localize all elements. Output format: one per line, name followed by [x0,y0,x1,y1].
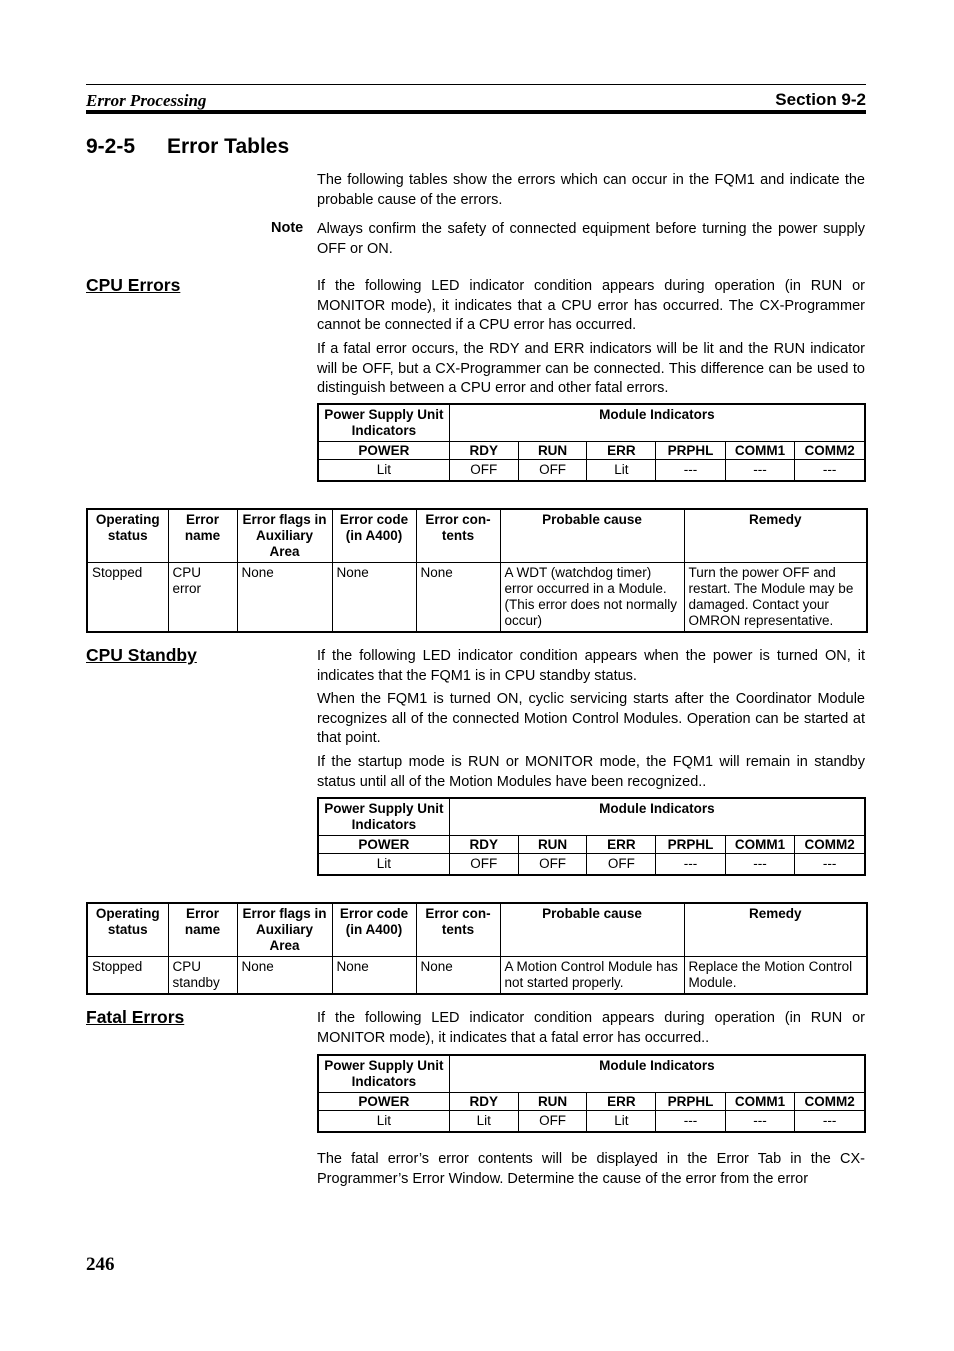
error-cell: None [416,957,500,995]
error-col-header: Error flags in Auxiliary Area [237,903,332,957]
led-col-header: POWER [318,1093,449,1111]
led-col-header: COMM2 [795,836,865,854]
cpu-standby-para1: If the following LED indicator condition appears when the power is turned ON, it indicates that the FQM1 is in CPU standby status. [317,648,865,684]
led-header-module: Module Indicators [449,1055,865,1093]
fatal-errors-heading: Fatal Errors [86,1007,185,1027]
led-col-header: ERR [587,442,656,460]
error-col-header: Error name [168,509,237,563]
error-cell: None [332,957,416,995]
led-header-power-supply: Power Supply Unit Indicators [318,798,449,836]
led-state: OFF [518,460,587,482]
led-state: --- [725,854,795,876]
error-cell: CPU error [168,563,237,633]
cpu-standby-led-table [317,797,866,876]
led-col-header: ERR [587,1093,656,1111]
error-cell: None [237,563,332,633]
led-header-power-supply: Power Supply Unit Indicators [318,1055,449,1093]
led-state: OFF [449,854,518,876]
led-col-header: PRPHL [656,1093,725,1111]
error-cell: None [237,957,332,995]
error-cell: None [416,563,500,633]
error-col-header: Error flags in Auxiliary Area [237,509,332,563]
led-header-module: Module Indicators [449,798,865,836]
led-col-header: RDY [449,836,518,854]
led-state: --- [725,1111,795,1133]
section-title [86,135,289,159]
error-cell: None [332,563,416,633]
error-col-header: Operating status [87,903,168,957]
led-state: Lit [587,1111,656,1133]
error-col-header: Remedy [684,903,867,957]
led-col-header: COMM2 [795,442,865,460]
error-col-header: Error code (in A400) [332,903,416,957]
error-col-header: Probable cause [500,509,684,563]
page-number: 246 [86,1254,115,1275]
cpu-standby-heading: CPU Standby [86,645,197,665]
cpu-errors-para2: If a fatal error occurs, the RDY and ERR indicators will be lit and the RUN indicator will be OFF, but a CX-Programmer can be connected. This difference can be used to distinguish between a CPU error and other fatal errors. [317,341,865,396]
cpu-standby-para3: If the startup mode is RUN or MONITOR mode, the FQM1 will remain in standby status until all of the Motion Modules have been recognized.. [317,754,865,790]
error-col-header: Error con-tents [416,903,500,957]
error-col-header: Remedy [684,509,867,563]
cpu-errors-para1: If the following LED indicator condition appears during operation (in RUN or MONITOR mode), it indicates that a CPU error has occurred. The CX-Programmer cannot be connected if a CPU error has occurred. [317,278,865,333]
error-cell: Stopped [87,957,168,995]
led-col-header: RUN [518,836,587,854]
led-col-header: RDY [449,442,518,460]
led-state: Lit [318,1111,449,1133]
led-state: --- [795,854,865,876]
led-col-header: COMM1 [725,1093,795,1111]
fatal-errors-para1: If the following LED indicator condition appears during operation (in RUN or MONITOR mode), it indicates that a fatal error has occurred.. [317,1010,865,1046]
fatal-errors-para2: The fatal error’s error contents will be displayed in the Error Tab in the CX-Programmer’s Error Window. Determine the cause of the error from the error [317,1151,865,1187]
led-state: --- [795,460,865,482]
led-col-header: PRPHL [656,836,725,854]
led-header-power-supply: Power Supply Unit Indicators [318,404,449,442]
section-number: 9-2-5 [86,135,136,158]
error-cell: CPU standby [168,957,237,995]
error-col-header: Error name [168,903,237,957]
error-cell: Replace the Motion Control Module. [684,957,867,995]
led-state: --- [725,460,795,482]
led-state: OFF [518,854,587,876]
cpu-standby-para2: When the FQM1 is turned ON, cyclic servicing starts after the Coordinator Module recognizes all of the connected Motion Control Modules. Operation can be started at that point. [317,691,865,746]
led-state: OFF [587,854,656,876]
led-col-header: PRPHL [656,442,725,460]
error-col-header: Operating status [87,509,168,563]
header-chapter-title: Error Processing [86,91,207,110]
led-col-header: COMM2 [795,1093,865,1111]
error-cell: A Motion Control Module has not started properly. [500,957,684,995]
error-cell: A WDT (watchdog timer) error occurred in a Module. (This error does not normally occur) [500,563,684,633]
note-text: Always confirm the safety of connected equipment before turning the power supply OFF or ON. [317,221,865,257]
note-label: Note [271,220,304,236]
led-state: Lit [449,1111,518,1133]
led-col-header: RDY [449,1093,518,1111]
page-header [86,84,866,114]
cpu-errors-error-table [86,508,868,633]
led-state: --- [656,1111,725,1133]
error-col-header: Error con-tents [416,509,500,563]
led-col-header: RUN [518,1093,587,1111]
led-state: Lit [587,460,656,482]
error-col-header: Error code (in A400) [332,509,416,563]
led-state: OFF [518,1111,587,1133]
led-state: --- [656,854,725,876]
header-section-label: Section 9-2 [775,90,866,109]
fatal-errors-led-table [317,1054,866,1133]
led-state: --- [795,1111,865,1133]
led-col-header: RUN [518,442,587,460]
cpu-errors-led-table [317,403,866,482]
led-state: OFF [449,460,518,482]
led-col-header: POWER [318,836,449,854]
led-col-header: ERR [587,836,656,854]
led-state: --- [656,460,725,482]
section-title-text: Error Tables [167,135,290,158]
cpu-errors-heading: CPU Errors [86,275,181,295]
cpu-standby-error-table [86,902,868,995]
error-cell: Stopped [87,563,168,633]
intro-paragraph: The following tables show the errors which can occur in the FQM1 and indicate the probable cause of the errors. [317,172,865,208]
led-col-header: COMM1 [725,836,795,854]
led-state: Lit [318,460,449,482]
error-col-header: Probable cause [500,903,684,957]
led-col-header: COMM1 [725,442,795,460]
led-header-module: Module Indicators [449,404,865,442]
led-col-header: POWER [318,442,449,460]
error-cell: Turn the power OFF and restart. The Module may be damaged. Contact your OMRON representative. [684,563,867,633]
led-state: Lit [318,854,449,876]
